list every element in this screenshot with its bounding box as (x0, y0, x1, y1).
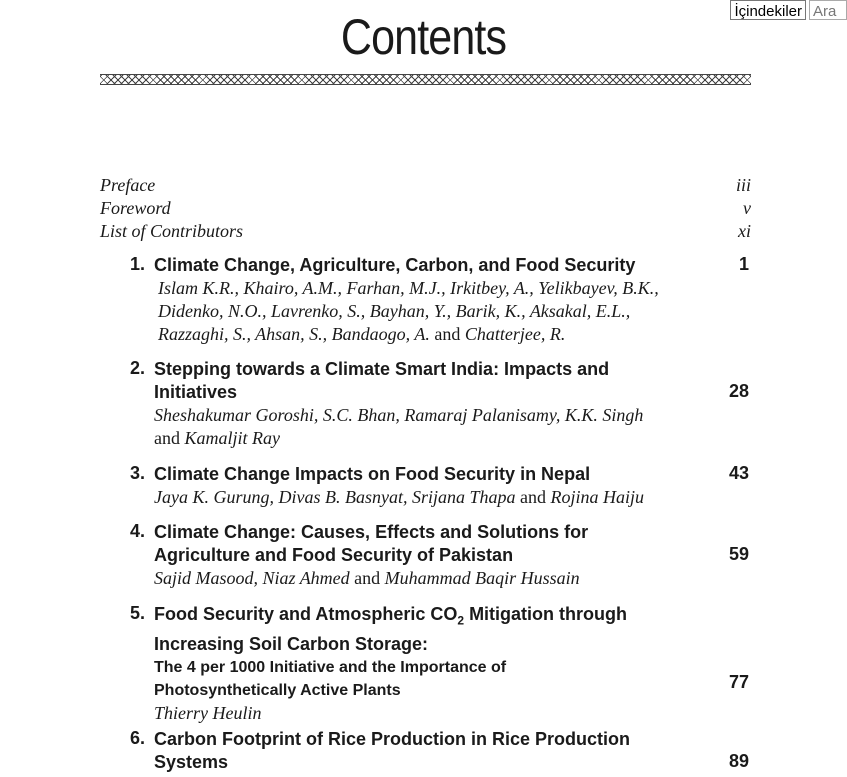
entry-page: 89 (728, 751, 749, 771)
front-matter-page: iii (735, 175, 751, 195)
toc-entry-2[interactable] (130, 358, 751, 450)
page-title: Contents (340, 9, 507, 65)
front-matter-page: xi (738, 221, 751, 241)
entry-authors: Sajid Masood, Niaz Ahmed and Muhammad Baqir Hussain (154, 568, 580, 588)
entry-authors: Jaya K. Gurung, Divas B. Basnyat, Srijana Thapa and Rojina Haiju (154, 487, 644, 507)
toc-entry-4[interactable] (130, 521, 751, 590)
entry-page: 77 (728, 672, 749, 692)
entry-title: Food Security and Atmospheric $CO_2$ Mitigation through Increasing Soil Carbon Storage: (154, 604, 628, 654)
decorative-rule (100, 74, 751, 85)
entry-number: 4. (130, 521, 146, 541)
front-matter-foreword[interactable] (100, 198, 751, 219)
entry-title: Stepping towards a Climate Smart India: Impacts and Initiatives (154, 359, 610, 402)
entry-authors: Islam K.R., Khairo, A.M., Farhan, M.J., Irkitbey, A., Yelikbayev, B.K., Didenko, N.O., Lavrenko, S., Bayhan, Y., Barik, K., Aksakal, E.L., Razzaghi, S., Ahsan, S., Bandaogo, A. and Chatterjee, R. (158, 278, 659, 344)
entry-number: 1. (130, 254, 146, 274)
entry-page: 43 (728, 463, 749, 483)
front-matter-page: v (743, 198, 751, 218)
front-matter-contributors[interactable] (100, 221, 751, 242)
toc-entry-1[interactable] (130, 254, 751, 346)
entry-subtitle: The 4 per 1000 Initiative and the Importance of Photosynthetically Active Plants (154, 658, 507, 699)
entry-number: 6. (130, 728, 146, 748)
entry-title: Climate Change, Agriculture, Carbon, and Food Security (154, 255, 636, 275)
entry-title: Climate Change Impacts on Food Security in Nepal (154, 464, 591, 484)
entry-authors: Thierry Heulin (154, 702, 262, 723)
toc-entry-5[interactable] (130, 603, 751, 725)
entry-number: 2. (130, 358, 146, 378)
entry-title: Carbon Footprint of Rice Production in Rice Production Systems (154, 729, 630, 772)
toc-entry-6[interactable] (130, 728, 751, 774)
entry-page: 59 (728, 544, 749, 564)
front-matter-label: List of Contributors (100, 221, 244, 241)
search-button[interactable]: Ara (809, 0, 847, 20)
front-matter-label: Preface (100, 175, 156, 195)
entry-title: Climate Change: Causes, Effects and Solutions for Agriculture and Food Security of Pakistan (154, 522, 589, 565)
contents-button[interactable]: İçindekiler (730, 0, 806, 20)
entry-authors: Sheshakumar Goroshi, S.C. Bhan, Ramaraj Palanisamy, K.K. Singh and Kamaljit Ray (154, 405, 644, 448)
toc-entry-3[interactable] (130, 463, 751, 509)
entry-page: 28 (728, 381, 749, 401)
entry-number: 5. (130, 603, 146, 623)
front-matter-preface[interactable] (100, 175, 751, 196)
front-matter-label: Foreword (100, 198, 171, 218)
entry-page: 1 (738, 254, 749, 274)
entry-number: 3. (130, 463, 146, 483)
